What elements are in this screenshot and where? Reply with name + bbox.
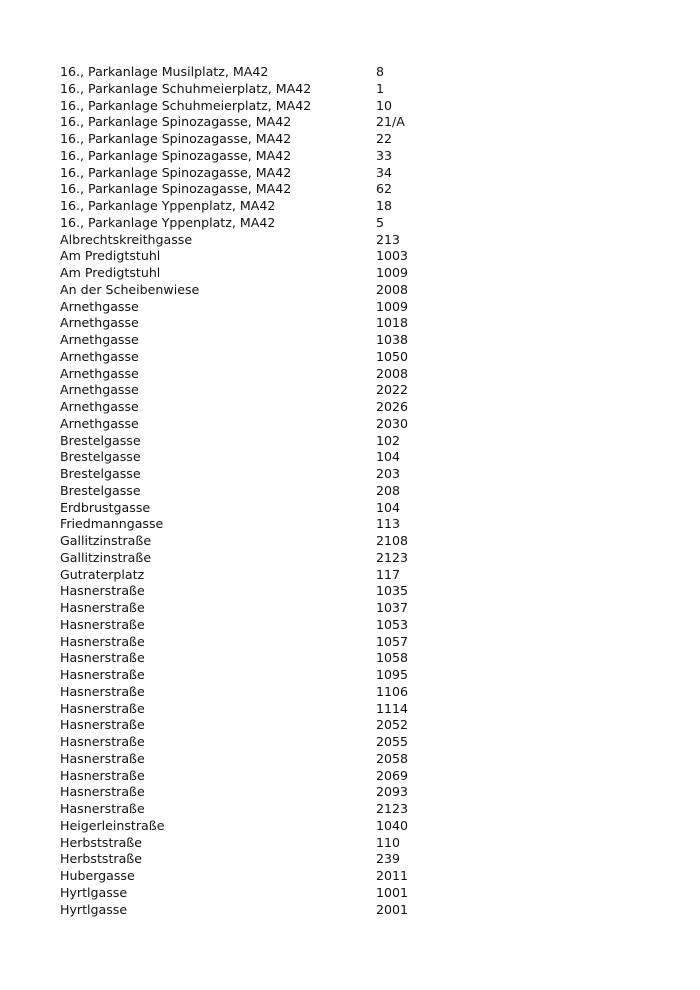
street-name: Brestelgasse <box>60 449 141 465</box>
house-number: 2022 <box>376 382 409 398</box>
house-number: 2026 <box>376 399 409 414</box>
house-number: 2058 <box>376 750 409 766</box>
street-name: 16., Parkanlage Spinozagasse, MA42 <box>60 147 292 163</box>
list-row <box>60 550 680 567</box>
street-name: Arnethgasse <box>60 315 139 331</box>
list-row <box>60 818 680 835</box>
list-row <box>60 64 680 81</box>
list-row <box>60 148 680 165</box>
house-number: 239 <box>376 851 401 867</box>
house-number: 1035 <box>376 583 409 599</box>
house-number: 1009 <box>376 265 409 280</box>
street-name: Am Predigtstuhl <box>60 265 161 280</box>
list-row <box>60 500 680 517</box>
list-row <box>60 902 680 919</box>
street-name: Heigerleinstraße <box>60 817 165 833</box>
street-name: Brestelgasse <box>60 432 141 448</box>
street-name: Arnethgasse <box>60 365 139 381</box>
house-number: 62 <box>376 181 393 197</box>
house-number: 2011 <box>376 868 409 883</box>
list-row <box>60 583 680 600</box>
street-name: Hasnerstraße <box>60 616 145 632</box>
street-name: Erdbrustgasse <box>60 499 151 515</box>
street-name: Brestelgasse <box>60 466 141 481</box>
house-number: 113 <box>376 516 401 532</box>
house-number: 1053 <box>376 616 409 632</box>
house-number: 2108 <box>376 533 409 548</box>
list-row <box>60 751 680 768</box>
house-number: 2008 <box>376 365 409 381</box>
list-row <box>60 114 680 131</box>
list-row <box>60 801 680 818</box>
street-name: Hasnerstraße <box>60 633 145 649</box>
street-name: Hubergasse <box>60 868 135 883</box>
house-number: 1003 <box>376 248 409 264</box>
list-row <box>60 868 680 885</box>
list-row <box>60 165 680 182</box>
street-name: Friedmanngasse <box>60 516 164 532</box>
list-row <box>60 667 680 684</box>
house-number: 2052 <box>376 717 409 733</box>
street-name: Arnethgasse <box>60 332 139 347</box>
street-name: Am Predigtstuhl <box>60 248 161 264</box>
list-row <box>60 784 680 801</box>
house-number: 203 <box>376 466 401 481</box>
list-row <box>60 717 680 734</box>
house-number: 1114 <box>376 700 409 716</box>
list-row <box>60 768 680 785</box>
list-row <box>60 567 680 584</box>
list-row <box>60 315 680 332</box>
house-number: 2055 <box>376 734 409 749</box>
street-name: Hasnerstraße <box>60 683 145 699</box>
house-number: 1009 <box>376 298 409 314</box>
list-row <box>60 265 680 282</box>
street-name: 16., Parkanlage Schuhmeierplatz, MA42 <box>60 80 312 96</box>
house-number: 8 <box>376 64 385 79</box>
house-number: 1018 <box>376 315 409 331</box>
list-row <box>60 382 680 399</box>
street-name: Arnethgasse <box>60 415 139 431</box>
street-name: Hyrtlgasse <box>60 884 128 900</box>
house-number: 2001 <box>376 901 409 917</box>
list-row <box>60 533 680 550</box>
street-name: Arnethgasse <box>60 348 139 364</box>
street-name: Hasnerstraße <box>60 784 145 800</box>
list-row <box>60 835 680 852</box>
list-row <box>60 248 680 265</box>
street-name: Gutraterplatz <box>60 566 145 582</box>
house-number: 22 <box>376 131 393 146</box>
house-number: 1001 <box>376 884 409 900</box>
list-row <box>60 366 680 383</box>
house-number: 1050 <box>376 348 409 364</box>
list-row <box>60 634 680 651</box>
house-number: 1058 <box>376 650 409 666</box>
list-row <box>60 701 680 718</box>
street-name: Hasnerstraße <box>60 750 145 766</box>
list-row <box>60 600 680 617</box>
list-row <box>60 81 680 98</box>
house-number: 21/A <box>376 114 405 130</box>
list-row <box>60 734 680 751</box>
house-number: 213 <box>376 231 401 247</box>
house-number: 1106 <box>376 683 409 699</box>
street-name: 16., Parkanlage Musilplatz, MA42 <box>60 64 269 79</box>
street-name: Brestelgasse <box>60 482 141 498</box>
house-number: 5 <box>376 214 385 230</box>
house-number: 33 <box>376 147 393 163</box>
house-number: 208 <box>376 482 401 498</box>
street-name: Hyrtlgasse <box>60 901 128 917</box>
street-name: Arnethgasse <box>60 382 139 398</box>
house-number: 2069 <box>376 767 409 783</box>
street-name: Hasnerstraße <box>60 600 145 615</box>
house-number: 110 <box>376 834 401 850</box>
list-row <box>60 516 680 533</box>
house-number: 1057 <box>376 633 409 649</box>
list-row <box>60 851 680 868</box>
street-name: Hasnerstraße <box>60 700 145 716</box>
street-name: Herbststraße <box>60 851 142 867</box>
street-name: 16., Parkanlage Yppenplatz, MA42 <box>60 198 276 213</box>
street-name: Hasnerstraße <box>60 650 145 666</box>
street-name: Herbststraße <box>60 834 142 850</box>
street-name: Hasnerstraße <box>60 667 145 682</box>
list-row <box>60 282 680 299</box>
list-row <box>60 299 680 316</box>
list-row <box>60 131 680 148</box>
list-row <box>60 449 680 466</box>
street-name: Arnethgasse <box>60 399 139 414</box>
house-number: 1038 <box>376 332 409 347</box>
list-row <box>60 617 680 634</box>
address-list <box>60 64 680 918</box>
list-row <box>60 466 680 483</box>
list-row <box>60 399 680 416</box>
house-number: 2030 <box>376 415 409 431</box>
street-name: 16., Parkanlage Spinozagasse, MA42 <box>60 181 292 197</box>
house-number: 18 <box>376 198 393 213</box>
house-number: 1095 <box>376 667 409 682</box>
street-name: Albrechtskreithgasse <box>60 231 193 247</box>
street-name: Hasnerstraße <box>60 717 145 733</box>
list-row <box>60 684 680 701</box>
house-number: 2093 <box>376 784 409 800</box>
list-row <box>60 650 680 667</box>
street-name: An der Scheibenwiese <box>60 281 200 297</box>
list-row <box>60 416 680 433</box>
house-number: 1 <box>376 80 385 96</box>
house-number: 117 <box>376 566 401 582</box>
house-number: 2123 <box>376 549 409 565</box>
house-number: 104 <box>376 499 401 515</box>
house-number: 10 <box>376 97 393 113</box>
list-row <box>60 215 680 232</box>
house-number: 102 <box>376 432 401 448</box>
street-name: 16., Parkanlage Spinozagasse, MA42 <box>60 114 292 130</box>
house-number: 104 <box>376 449 401 465</box>
house-number: 1037 <box>376 600 409 615</box>
street-name: Gallitzinstraße <box>60 549 152 565</box>
list-row <box>60 433 680 450</box>
list-row <box>60 232 680 249</box>
street-name: 16., Parkanlage Yppenplatz, MA42 <box>60 214 276 230</box>
list-row <box>60 885 680 902</box>
house-number: 2008 <box>376 281 409 297</box>
list-row <box>60 181 680 198</box>
street-name: Gallitzinstraße <box>60 533 152 548</box>
street-name: 16., Parkanlage Schuhmeierplatz, MA42 <box>60 97 312 113</box>
house-number: 2123 <box>376 801 409 816</box>
street-name: 16., Parkanlage Spinozagasse, MA42 <box>60 131 292 146</box>
list-row <box>60 198 680 215</box>
street-name: Hasnerstraße <box>60 734 145 749</box>
list-row <box>60 483 680 500</box>
house-number: 1040 <box>376 817 409 833</box>
street-name: Hasnerstraße <box>60 767 145 783</box>
list-row <box>60 98 680 115</box>
street-name: Hasnerstraße <box>60 583 145 599</box>
list-row <box>60 332 680 349</box>
street-name: Arnethgasse <box>60 298 139 314</box>
street-name: Hasnerstraße <box>60 801 145 816</box>
house-number: 34 <box>376 164 393 180</box>
list-row <box>60 349 680 366</box>
street-name: 16., Parkanlage Spinozagasse, MA42 <box>60 164 292 180</box>
